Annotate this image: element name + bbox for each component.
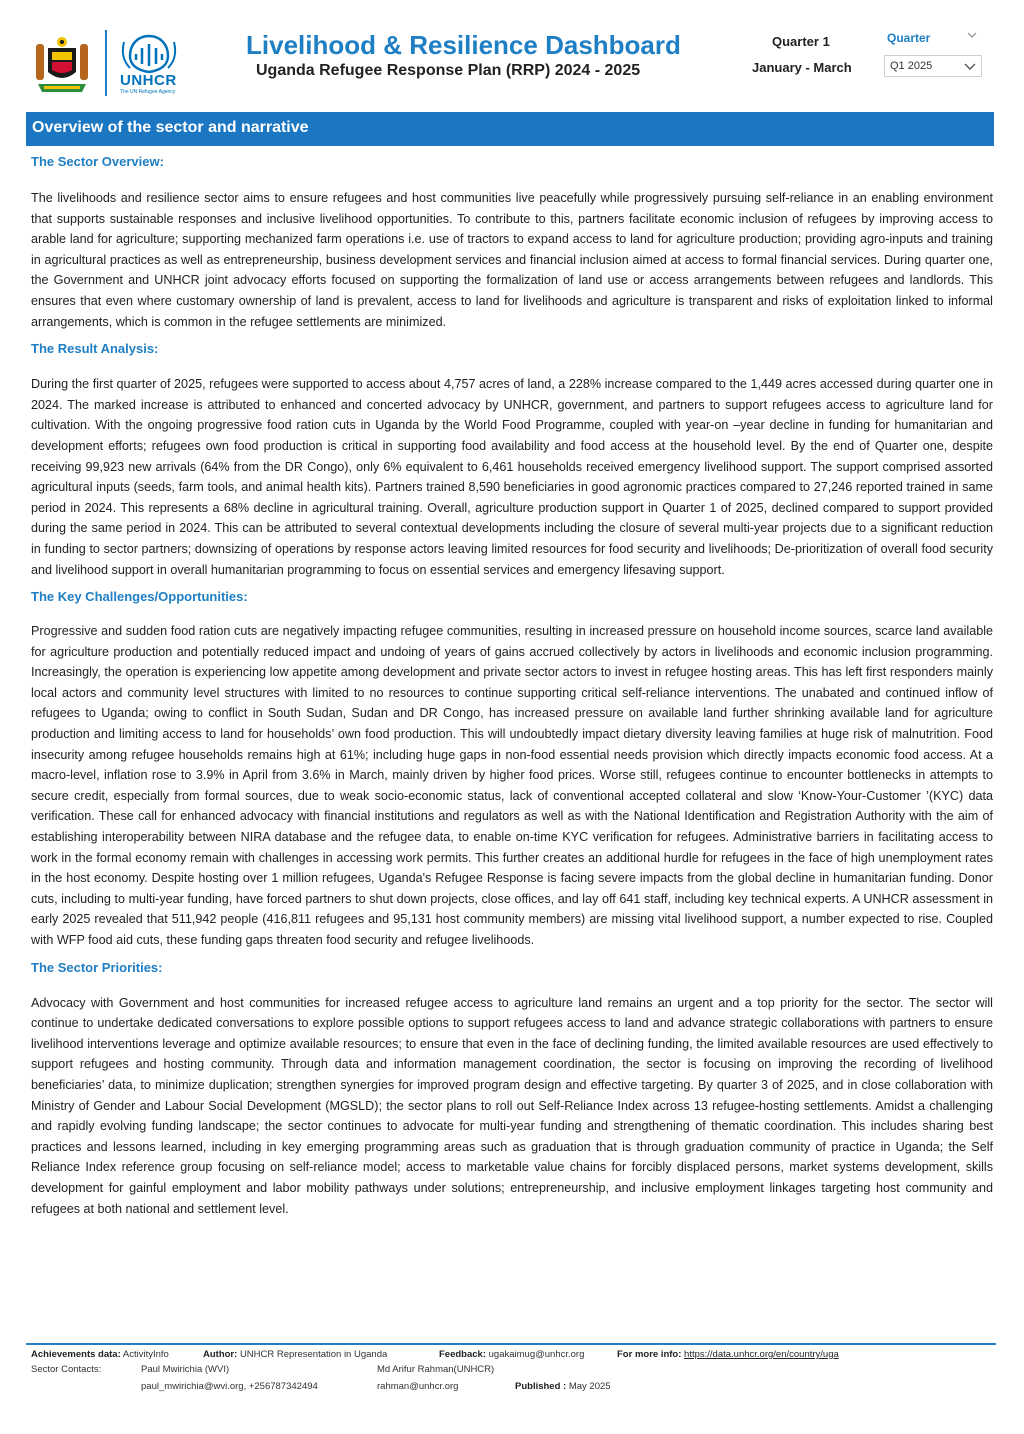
author-label: Author: — [203, 1349, 238, 1360]
section-banner — [26, 112, 994, 146]
narrative-content — [31, 152, 993, 1219]
quarter-period: January - March — [752, 60, 852, 75]
quarter-dropdown[interactable] — [884, 55, 982, 77]
contact2-details: rahman@unhcr.org — [377, 1381, 459, 1392]
page-subtitle: Uganda Refugee Response Plan (RRP) 2024 - 2025 — [256, 62, 641, 79]
contact1-details: paul_mwirichia@wvi.org, +256787342494 — [141, 1381, 318, 1392]
page-header — [0, 0, 1024, 108]
header-divider — [105, 30, 107, 96]
footer-divider — [26, 1343, 996, 1345]
feedback-label: Feedback: — [439, 1349, 486, 1360]
key-challenges-text: Progressive and sudden food ration cuts are negatively impacting refugee communities, resulting in increased pressure on household income sources, scarce land available for agriculture production and potentially reduced impact and undoing of years of gains accrued collectively by actors in livelihoods and economic inclusion programming. Increasingly, the operation is experiencing low appetite among development and private sector actors to invest in refugee hosting areas. This has left first responders mainly local actors and community level structures with limited to no resources to continue supporting critical self-reliance interventions. The unabated and continued inflow of refugees to Uganda; owing to conflict in South Sudan, Sudan and DR Congo, has increased pressure on available land further shrinking available land for agriculture production and limiting access to land for households’ own food production. This will undoubtedly impact dietary diversity leaving families at huge risk of malnutrition. Food insecurity among refugee households remains high at 61%; including huge gaps in non-food essential needs provision which directly impacts economic food access. At a macro-level, inflation rose to 3.9% in April from 3.6% in March, mainly driven by higher food prices. Worse still, refugees continue to encounter bottlenecks in attempts to secure credit, especially from formal sources, due to weak socio-economic status, lack of conventional accepted collateral and slow ‘Know-Your-Customer ’(KYC) data verification. These call for enhanced advocacy with financial institutions and regulators as well as with the National Identification and Registration Authority with the aim of establishing interoperability between NIRA database and the refugee data, to enable on-time KYC verification for refugees. Administrative barriers in facilitating access to work in the formal economy remain with challenges in accessing work permits. This further creates an additional hurdle for refugees in the face of high unemployment rates in the host economy. Despite hosting over 1 million refugees, Uganda's Refugee Response is facing severe impacts from the global decline in humanitarian funding. Donor cuts, including to multi-year funding, have forced partners to shut down projects, close offices, and lay off 641 staff, including key technical experts. A UNHCR assessment in early 2025 revealed that 511,942 people (416,811 refugees and 95,131 host community members) are missing vital livelihood support, a number expected to rise. Coupled with WFP food aid cuts, these funding gaps threaten food security and refugee livelihoods. — [31, 624, 993, 947]
feedback-info — [439, 1349, 584, 1360]
contact1-name: Paul Mwirichia (WVI) — [141, 1364, 230, 1375]
unhcr-wordmark: UNHCR — [120, 72, 177, 89]
more-info-label: For more info: — [617, 1349, 682, 1360]
more-info — [617, 1349, 839, 1360]
quarter-slicer-title: Quarter — [887, 31, 931, 45]
unhcr-tagline: The UN Refugee Agency — [120, 89, 176, 95]
achievements-value: ActivityInfo — [122, 1349, 169, 1360]
section-banner-title: Overview of the sector and narrative — [32, 119, 309, 136]
page-title: Livelihood & Resilience Dashboard — [246, 30, 681, 60]
published-value: May 2025 — [568, 1381, 611, 1392]
contact2-name: Md Arifur Rahman(UNHCR) — [377, 1364, 495, 1375]
sector-overview-text: The livelihoods and resilience sector aims to ensure refugees and host communities live peacefully while progressively pursuing self-reliance in an enabling environment that supports sustainable responses and inclusive livelihood opportunities. To contribute to this, partners facilitate economic inclusion of refugees by improving access to arable land for agriculture; supporting mechanized farm operations i.e. use of tractors to expand access to land for agriculture production; providing agro-inputs and training in agricultural practices as well as entrepreneurship, business development services and financial inclusion aimed at access to formal financial services. During quarter one, the Government and UNHCR joint advocacy efforts focused on supporting the formalization of land use or access arrangements between refugees and landlords. This ensures that even where customary ownership of land is prevalent, access to land for livelihoods and agriculture is transparent and risks of exploitation linked to informal arrangements, which is common in the refugee settlements are minimized. — [31, 191, 993, 329]
author-info — [203, 1349, 387, 1360]
sector-priorities-heading: The Sector Priorities: — [31, 959, 163, 975]
achievements-label: Achievements data: — [31, 1349, 121, 1360]
sector-contacts-label: Sector Contacts: — [31, 1364, 102, 1375]
published-info — [515, 1381, 611, 1392]
chevron-down-icon[interactable] — [966, 29, 978, 41]
chevron-down-icon — [963, 59, 977, 73]
more-info-link[interactable]: https://data.unhcr.org/en/country/uga — [684, 1349, 839, 1360]
author-value: UNHCR Representation in Uganda — [239, 1349, 388, 1360]
result-analysis-text: During the first quarter of 2025, refugees were supported to access about 4,757 acres of land, a 228% increase compared to the 1,449 acres accessed during quarter one in 2024. The marked increase is attributed to enhanced and concerted advocacy by UNHCR, government, and partners to support refugees access to agriculture land for cultivation. With the ongoing progressive food ration cuts in Uganda by the World Food Programme, coupled with year-on –year decline in funding for humanitarian and development efforts; refugees own food production is critical in supporting food availability and food access at the household level. By the end of Quarter one, despite receiving 99,923 new arrivals (64% from the DR Congo), only 6% equivalent to 6,461 households received emergency livelihood support. The support comprised assorted agricultural inputs (seeds, farm tools, and animal health kits). Partners trained 8,590 beneficiaries in good agronomic practices compared to 27,246 reported trained in same period in 2024. This represents a 68% decline in agricultural training. Overall, agriculture production support in Quarter 1 of 2025, declined compared to support provided during the same period in 2024. This can be attributed to several contextual developments including the closure of several multi-year projects due to a significant reduction in funding to sector partners; downsizing of operations by response actors leaving limited resources for food security and livelihoods; De-prioritization of overall food security and livelihood support in overall humanitarian programming to focus on essential services and emergency lifesaving support. — [31, 377, 993, 577]
sector-priorities-text: Advocacy with Government and host communities for increased refugee access to agriculture land remains an urgent and a top priority for the sector. The sector will continue to undertake dedicated conversations to explore possible options to support refugees access to land and advance strategic collaborations with partners to ensure livelihood interventions leverage and optimize available resources; to ensure that even in the face of declining funding, the limited available resources are used effectively to support refugees and hosting community. Through data and information management coordination, the sector is focusing on improving the recording of livelihood beneficiaries’ data, to minimize duplication; strengthen synergies for improved program design and effective targeting. By quarter 3 of 2025, and in close collaboration with Ministry of Gender and Labour Social Development (MGSLD); the sector plans to roll out Self-Reliance Index across 13 refugee-hosting settlements. Amidst a challenging and rapidly evolving funding landscape; the sector continues to advocate for multi-year funding and strengthening of thematic coordination. This includes sharing best practices and lessons learned, including in key emerging programming areas such as graduation that is through graduation community of practice in Uganda; the Self Reliance Index reference group focusing on self-reliance model; access to marketable value chains for forcibly displaced persons, market systems development, skills development for gainful employment and labor mobility pathways under solutions; entrepreneurship, and inclusive employment linkages targeting host community and refugees at both national and settlement level. — [31, 995, 993, 1216]
sector-overview-heading: The Sector Overview: — [31, 154, 164, 169]
key-challenges-heading: The Key Challenges/Opportunities: — [31, 589, 248, 605]
result-analysis-heading: The Result Analysis: — [31, 341, 159, 357]
quarter-label: Quarter 1 — [772, 34, 830, 49]
published-label: Published : — [515, 1381, 567, 1392]
feedback-value: ugakaimug@unhcr.org — [488, 1349, 585, 1360]
achievements-info — [31, 1349, 169, 1360]
quarter-dropdown-value: Q1 2025 — [890, 60, 933, 72]
uganda-coat-of-arms-icon — [34, 34, 90, 96]
